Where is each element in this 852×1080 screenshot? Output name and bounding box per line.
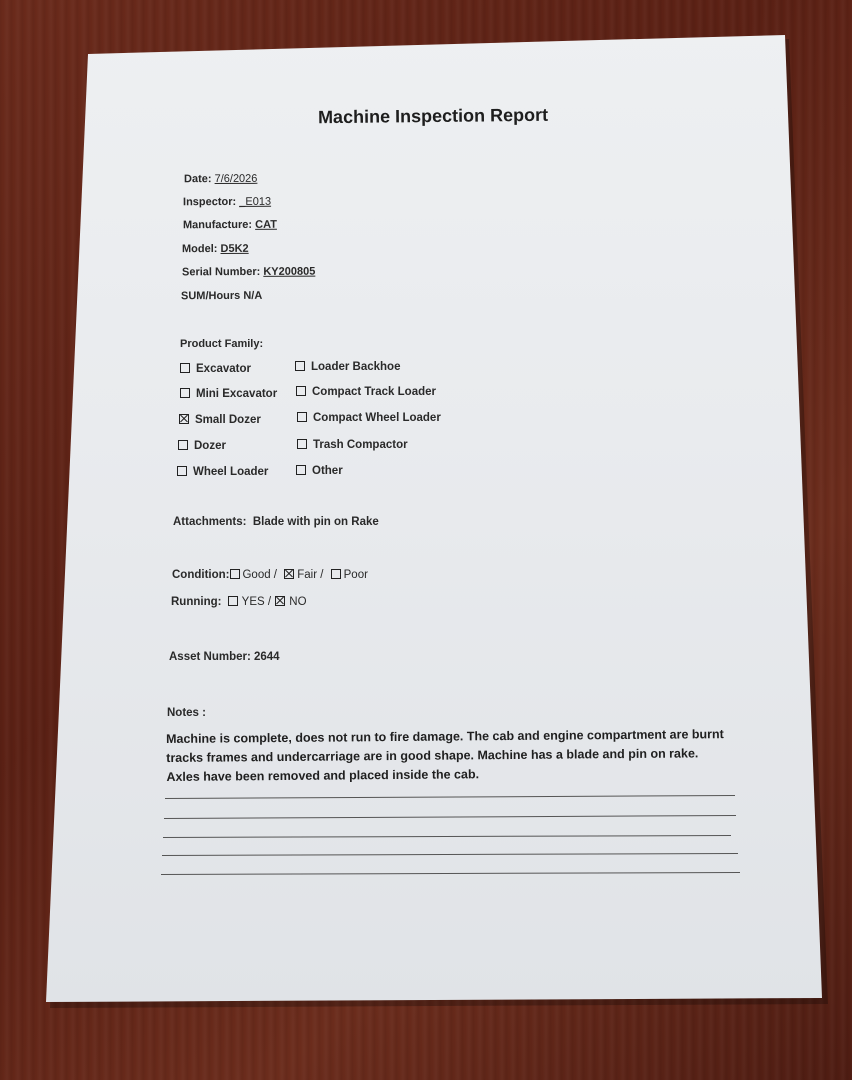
condition-field — [172, 569, 368, 581]
loader-backhoe-checkbox — [295, 361, 305, 371]
attachments-label: Attachments: — [173, 516, 247, 528]
excavator-label: Excavator — [196, 363, 251, 375]
option-loader-backhoe — [295, 361, 400, 373]
running-yes-checkbox — [228, 596, 238, 606]
notes-blank-line — [162, 853, 738, 856]
condition-fair-checkbox-checked — [284, 569, 294, 579]
option-trash-compactor — [297, 439, 408, 451]
other-checkbox — [296, 465, 306, 475]
attachments-value: Blade with pin on Rake — [252, 516, 379, 528]
compact-wheel-loader-label: Compact Wheel Loader — [313, 412, 441, 424]
option-compact-track-loader — [296, 386, 436, 398]
other-label: Other — [312, 465, 343, 477]
manufacture-label: Manufacture: — [182, 218, 253, 232]
small-dozer-checkbox-checked — [179, 414, 189, 424]
wheel-loader-label: Wheel Loader — [193, 466, 269, 478]
attachments-field — [173, 516, 379, 528]
dozer-checkbox — [178, 440, 188, 450]
date-label: Date: — [183, 173, 212, 186]
date-value: 7/6/2026 — [214, 172, 258, 186]
condition-poor-checkbox — [331, 569, 341, 579]
notes-line-1: Machine is complete, does not run to fire damage. The cab and engine compartment are burnt — [166, 727, 724, 746]
notes-blank-line — [165, 795, 735, 799]
report-title: Machine Inspection Report — [317, 104, 549, 128]
option-compact-wheel-loader — [297, 412, 441, 424]
serial-number-value: KY200805 — [263, 265, 316, 278]
trash-compactor-checkbox — [297, 439, 307, 449]
option-mini-excavator — [180, 388, 277, 400]
notes-blank-line — [164, 815, 736, 819]
compact-track-loader-checkbox — [296, 386, 306, 396]
model-label: Model: — [181, 242, 218, 256]
serial-number-field — [182, 266, 315, 279]
inspector-value: _E013 — [239, 195, 272, 208]
condition-good-label: Good / — [242, 569, 278, 581]
wheel-loader-checkbox — [177, 466, 187, 476]
dozer-label: Dozer — [194, 440, 226, 452]
notes-line-2: tracks frames and undercarriage are in good shape. Machine has a blade and pin on rake. — [166, 746, 699, 765]
trash-compactor-label: Trash Compactor — [313, 439, 408, 451]
condition-poor-label: Poor — [343, 569, 368, 581]
mini-excavator-checkbox — [180, 388, 190, 398]
condition-good-checkbox — [230, 569, 240, 579]
notes-text — [166, 725, 724, 787]
condition-fair-label: Fair / — [297, 569, 324, 581]
notes-blank-line — [161, 872, 740, 875]
compact-track-loader-label: Compact Track Loader — [312, 386, 436, 398]
manufacture-field — [183, 219, 277, 231]
running-no-checkbox-checked — [275, 596, 285, 606]
running-yes-label: YES / — [241, 596, 272, 608]
mini-excavator-label: Mini Excavator — [196, 388, 278, 400]
loader-backhoe-label: Loader Backhoe — [311, 361, 401, 373]
manufacture-value: CAT — [255, 218, 277, 231]
option-small-dozer — [179, 414, 261, 426]
running-no-label: NO — [289, 596, 307, 608]
asset-number-field: Asset Number: 2644 — [169, 651, 280, 663]
model-field — [182, 243, 249, 255]
inspector-field — [183, 196, 271, 208]
compact-wheel-loader-checkbox — [297, 412, 307, 422]
option-excavator — [180, 363, 251, 375]
notes-line-3: Axles have been removed and placed inside the cab. — [166, 767, 480, 784]
notes-blank-line — [163, 835, 731, 838]
serial-number-label: Serial Number: — [181, 265, 261, 279]
inspector-label: Inspector: — [182, 195, 237, 209]
notes-label: Notes : — [167, 707, 206, 719]
running-label: Running: — [171, 596, 222, 608]
small-dozer-label: Small Dozer — [195, 414, 261, 426]
product-family-label: Product Family: — [180, 338, 264, 350]
option-dozer — [178, 440, 226, 452]
condition-label: Condition: — [172, 569, 230, 581]
date-field — [184, 173, 257, 185]
excavator-checkbox — [180, 363, 190, 373]
running-field — [171, 596, 307, 608]
model-value: D5K2 — [220, 242, 249, 255]
option-wheel-loader — [177, 466, 268, 478]
option-other — [296, 465, 343, 477]
sum-hours-field: SUM/Hours N/A — [180, 289, 263, 303]
